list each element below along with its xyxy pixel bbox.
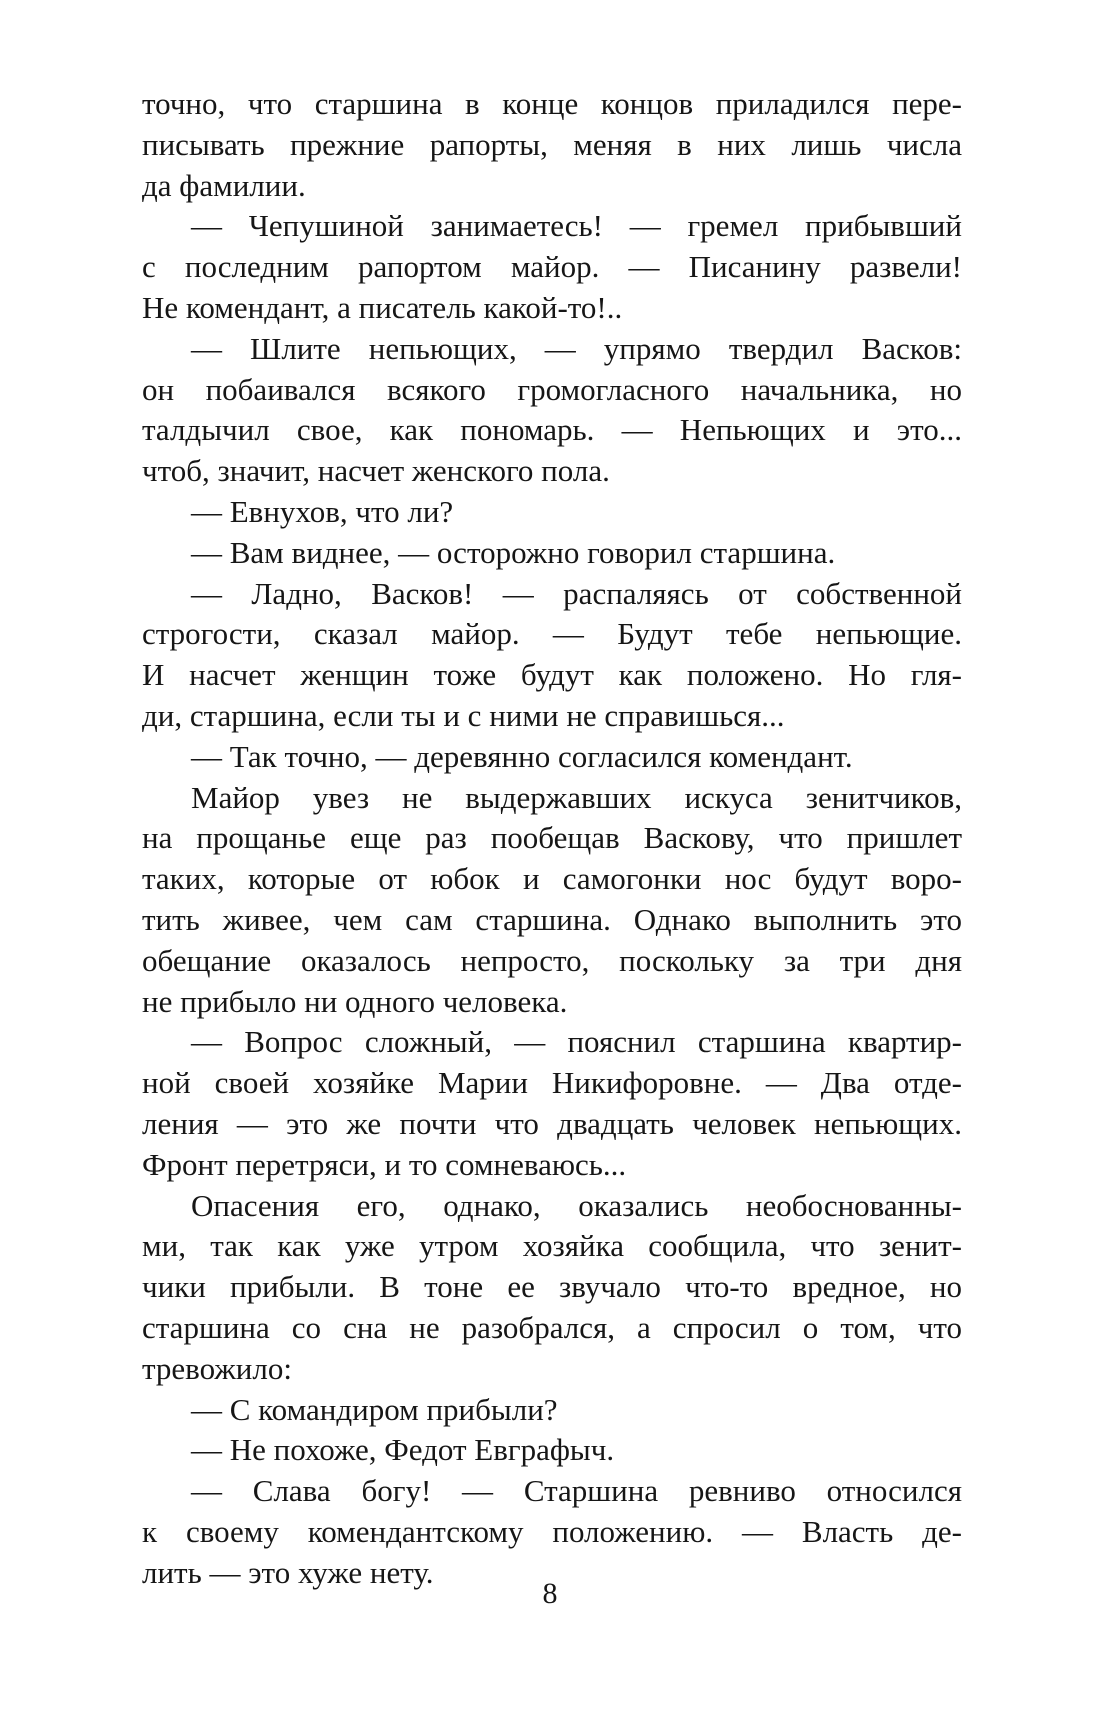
text-line: Фронт перетряси, и то сомневаюсь...: [142, 1146, 627, 1182]
text-line: — Так точно, — деревянно согласился комендант.: [191, 738, 853, 774]
text-line: на прощанье еще раз пообещав Васкову, что пришлет: [142, 820, 962, 856]
text-line: ной своей хозяйке Марии Никифоровне. — Два отде-: [142, 1065, 962, 1101]
text-line: — Вам виднее, — осторожно говорил старшина.: [191, 534, 836, 570]
text-line: к своему комендантскому положению. — Власть де-: [142, 1513, 962, 1549]
text-line: — Не похоже, Федот Евграфыч.: [191, 1432, 615, 1468]
text-line: — Чепушиной занимаетесь! — гремел прибывший: [191, 208, 962, 244]
text-line: И насчет женщин тоже будут как положено. Но гля-: [142, 657, 962, 693]
page-number: 8: [542, 1577, 558, 1610]
text-line: — Слава богу! — Старшина ревниво относился: [191, 1473, 962, 1509]
text-line: Майор увез не выдержавших искуса зенитчиков,: [191, 779, 962, 815]
text-line: — С командиром прибыли?: [191, 1391, 558, 1427]
text-line: ди, старшина, если ты и с ними не справишься...: [142, 697, 785, 733]
text-line: — Ладно, Васков! — распаляясь от собственной: [191, 575, 962, 611]
text-line: он побаивался всякого громогласного начальника, но: [142, 371, 962, 407]
text-line: да фамилии.: [142, 167, 306, 203]
text-line: — Шлите непьющих, — упрямо твердил Васков:: [191, 330, 962, 366]
text-line: не прибыло ни одного человека.: [142, 983, 568, 1019]
text-line: — Евнухов, что ли?: [191, 493, 454, 529]
text-line: точно, что старшина в конце концов приладился пере-: [142, 86, 962, 121]
text-line: Опасения его, однако, оказались необоснованны-: [191, 1187, 962, 1223]
text-line: чики прибыли. В тоне ее звучало что-то вредное, но: [142, 1269, 962, 1305]
text-line: писывать прежние рапорты, меняя в них лишь числа: [142, 126, 962, 162]
text-line: ми, так как уже утром хозяйка сообщила, что зенит-: [142, 1228, 962, 1264]
page-body-text: [142, 84, 962, 1593]
text-line: ления — это же почти что двадцать человек непьющих.: [142, 1105, 962, 1141]
text-line: талдычил свое, как пономарь. — Непьющих и это...: [142, 412, 962, 448]
text-line: строгости, сказал майор. — Будут тебе непьющие.: [142, 616, 962, 652]
text-line: с последним рапортом майор. — Писанину развели!: [142, 249, 962, 285]
text-line: Не комендант, а писатель какой-то!..: [142, 289, 623, 325]
text-line: тревожило:: [142, 1350, 292, 1386]
text-line: обещание оказалось непросто, поскольку за три дня: [142, 942, 962, 978]
text-line: лить — это хуже нету.: [142, 1554, 434, 1590]
text-line: старшина со сна не разобрался, а спросил о том, что: [142, 1309, 962, 1345]
text-line: — Вопрос сложный, — пояснил старшина квартир-: [191, 1024, 962, 1060]
text-line: чтоб, значит, насчет женского пола.: [142, 453, 610, 489]
text-line: тить живее, чем сам старшина. Однако выполнить это: [142, 901, 962, 937]
text-line: таких, которые от юбок и самогонки нос будут воро-: [142, 861, 962, 897]
